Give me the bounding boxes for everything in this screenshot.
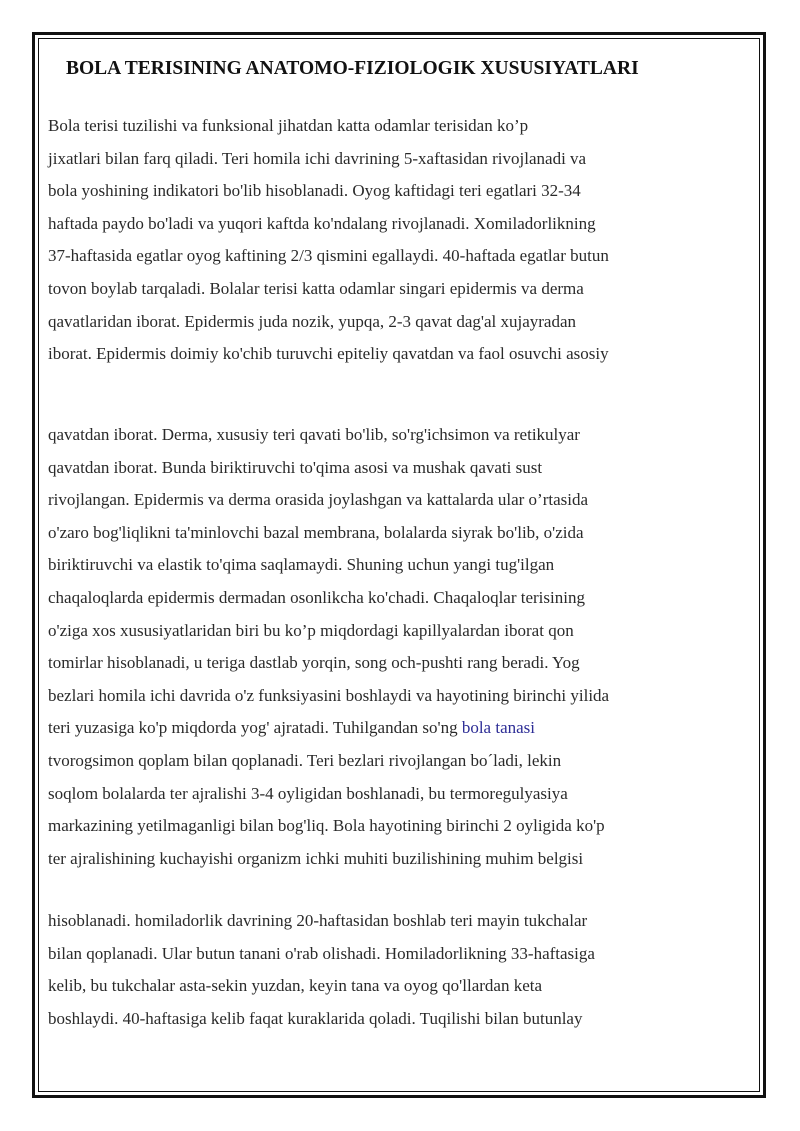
text-line: o'zaro bog'liqlikni ta'minlovchi bazal membrana, bolalarda siyrak bo'lib, o'zida [48,522,584,542]
text-line: Bola terisi tuzilishi va funksional jihatdan katta odamlar terisidan ko’p [48,116,529,135]
text-line: soqlom bolalarda ter ajralishi 3-4 oyligidan boshlanadi, bu termoregulyasiya [48,783,568,803]
text-line: bezlari homila ichi davrida o'z funksiyasini boshlaydi va hayotining birinchi yilida [48,685,610,705]
text-line: qavatdan iborat. Derma, xususiy teri qavati bo'lib, so'rg'ichsimon va retikulyar [48,425,580,444]
text-line: markazining yetilmaganligi bilan bog'liq. Bola hayotining birinchi 2 oyligida ko'p [48,816,605,836]
text-line: bola yoshining indikatori bo'lib hisoblanadi. Oyog kaftidagi teri egatlari 32-34 [48,181,581,201]
text-line: tomirlar hisoblanadi, u teriga dastlab yorqin, song och-pushti rang beradi. Yog [48,653,580,673]
text-line: 37-haftasida egatlar oyog kaftining 2/3 qismini egallaydi. 40-haftada egatlar butun [48,246,609,266]
document-title: BOLA TERISINING ANATOMO-FIZIOLOGIK XUSUSIYATLARI [66,58,639,79]
text-line: biriktiruvchi va elastik to'qima saqlamaydi. Shuning uchun yangi tug'ilgan [48,555,555,575]
text-line: haftada paydo bo'ladi va yuqori kaftda ko'ndalang rivojlanadi. Xomiladorlikning [48,213,596,233]
text-line: tovon boylab tarqaladi. Bolalar terisi katta odamlar singari epidermis va derma [48,278,584,298]
paragraph-1 [48,110,609,371]
text-line: qavatlaridan iborat. Epidermis juda nozik, yupqa, 2-3 qavat dag'al xujayradan [48,311,576,331]
paragraph-2 [48,419,609,875]
text-line: qavatdan iborat. Bunda biriktiruvchi to'qima asosi va mushak qavati sust [48,457,543,477]
text-line: hisoblanadi. homiladorlik davrining 20-haftasidan boshlab teri mayin tukchalar [48,911,588,930]
text-line: tvorogsimon qoplam bilan qoplanadi. Teri bezlari rivojlangan bo´ladi, lekin [48,750,562,770]
text-line: kelib, bu tukchalar asta-sekin yuzdan, keyin tana va oyog qo'llardan keta [48,976,543,996]
text-line: iborat. Epidermis doimiy ko'chib turuvchi epiteliy qavatdan va faol osuvchi asosiy [48,344,609,364]
text-line: bilan qoplanadi. Ular butun tanani o'rab olishadi. Homiladorlikning 33-haftasiga [48,943,595,963]
text-segment: teri yuzasiga ko'p miqdorda yog' ajratadi. Tuhilgandan so'ng [48,718,462,738]
bola-tanasi-link[interactable]: bola tanasi [461,718,535,738]
paragraph-3 [48,905,595,1035]
text-line-with-link [48,712,609,745]
text-line: o'ziga xos xususiyatlaridan biri bu ko’p miqdordagi kapillyalardan iborat qon [48,620,574,640]
text-line: jixatlari bilan farq qiladi. Teri homila ichi davrining 5-xaftasidan rivojlanadi va [48,148,587,168]
text-line: rivojlangan. Epidermis va derma orasida joylashgan va kattalarda ular o’rtasida [48,490,589,510]
text-line: chaqaloqlarda epidermis dermadan osonlikcha ko'chadi. Chaqaloqlar terisining [48,587,585,607]
text-line: ter ajralishining kuchayishi organizm ichki muhiti buzilishining muhim belgisi [48,848,584,868]
text-line: boshlaydi. 40-haftasiga kelib faqat kuraklarida qoladi. Tuqilishi bilan butunlay [48,1008,583,1028]
